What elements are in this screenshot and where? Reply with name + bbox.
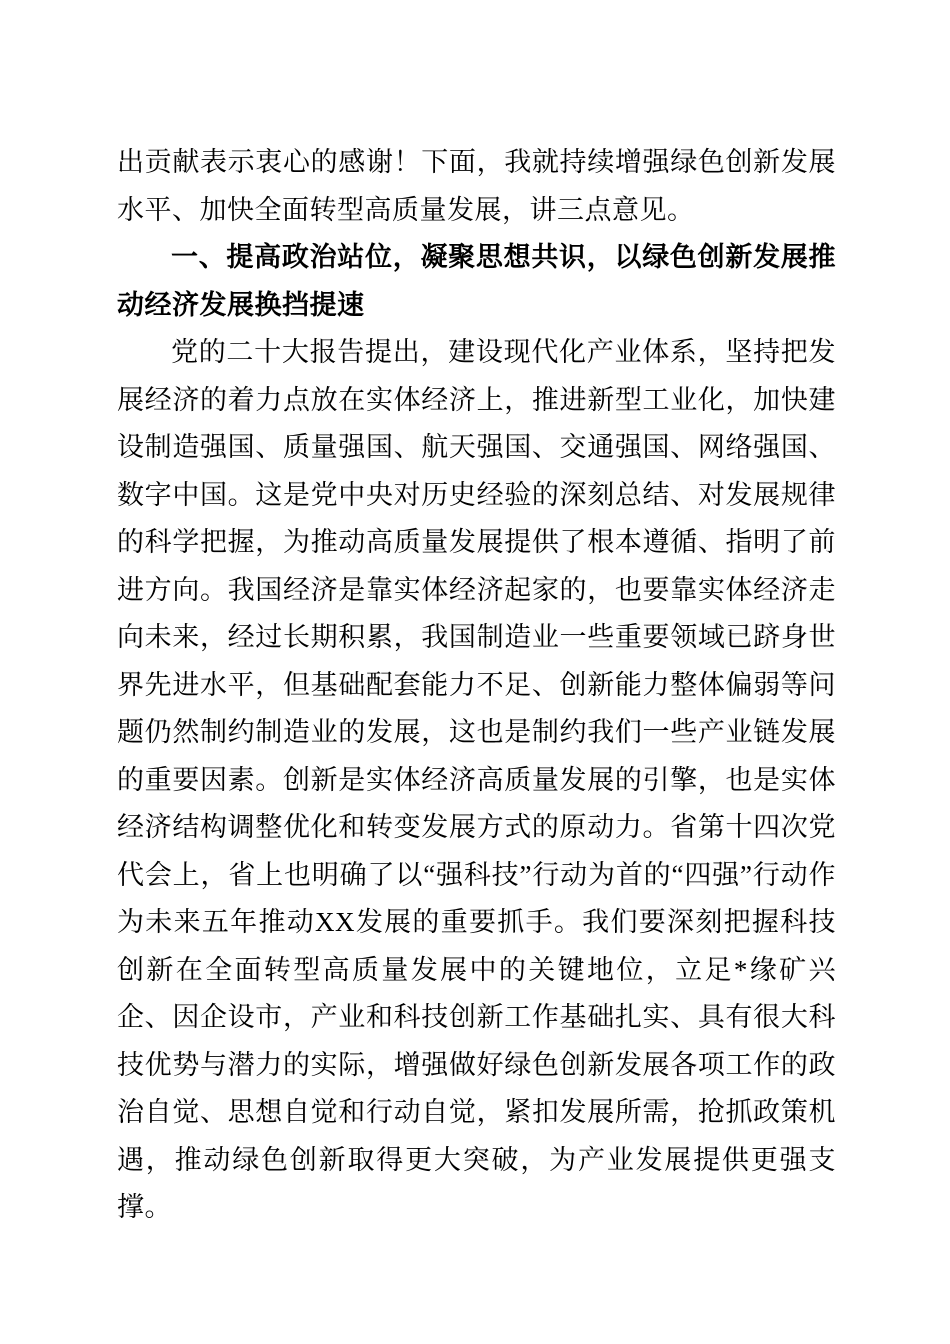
body-paragraph: 党的二十大报告提出，建设现代化产业体系，坚持把发展经济的着力点放在实体经济上，推进新型工业化，加快建设制造强国、质量强国、航天强国、交通强国、网络强国、数字中国。这是党中央对历史经验的深刻总结、对发展规律的科学把握，为推动高质量发展提供了根本遵循、指明了前进方向。我国经济是靠实体经济起家的，也要靠实体经济走向未来，经过长期积累，我国制造业一些重要领域已跻身世界先进水平，但基础配套能力不足、创新能力整体偏弱等问题仍然制约制造业的发展，这也是制约我们一些产业链发展的重要因素。创新是实体经济高质量发展的引擎，也是实体经济结构调整优化和转变发展方式的原动力。省第十四次党代会上，省上也明确了以“强科技”行动为首的“四强”行动作为未来五年推动XX发展的重要抓手。我们要深刻把握科技创新在全面转型高质量发展中的关键地位，立足*缘矿兴企、因企设市，产业和科技创新工作基础扎实、具有很大科技优势与潜力的实际，增强做好绿色创新发展各项工作的政治自觉、思想自觉和行动自觉，紧扣发展所需，抢抓政策机遇，推动绿色创新取得更大突破，为产业发展提供更强支撑。 [117,337,836,1222]
paragraph-continuation: 出贡献表示衷心的感谢！下面，我就持续增强绿色创新发展水平、加快全面转型高质量发展，讲三点意见。 [117,147,836,225]
section-heading: 一、提高政治站位，凝聚思想共识，以绿色创新发展推动经济发展换挡提速 [117,242,836,320]
